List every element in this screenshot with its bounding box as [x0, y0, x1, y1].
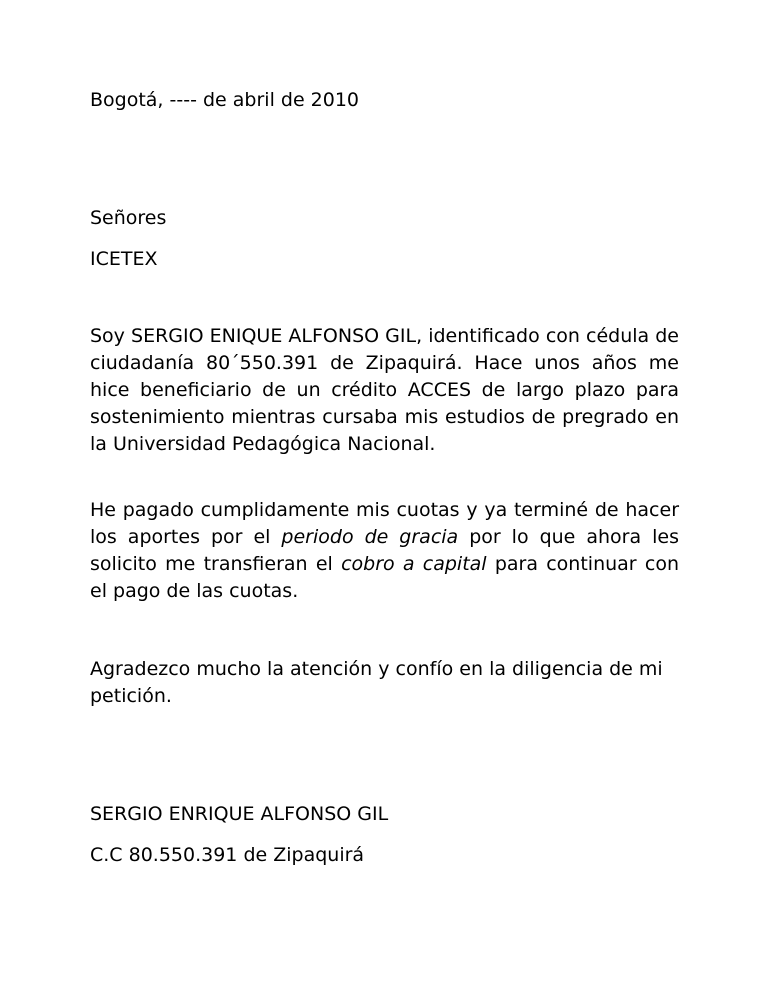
letter-page: [90, 0, 679, 994]
request-text-part3: para continuar con el pago de las cuotas.: [90, 553, 679, 602]
salutation: Señores: [90, 207, 167, 229]
request-text-part1: He pagado cumplidamente mis cuotas y ya terminé de hacer los aportes por el: [90, 499, 679, 548]
paragraph-request: [90, 497, 679, 605]
paragraph-request-text: [90, 497, 679, 605]
paragraph-intro: [90, 323, 679, 458]
recipient: ICETEX: [90, 248, 158, 270]
request-italic-capital: cobro a capital: [341, 553, 487, 575]
paragraph-thanks-text: Agradezco mucho la atención y confío en la diligencia de mi petición.: [90, 658, 663, 707]
date-line: Bogotá, ---- de abril de 2010: [90, 89, 360, 111]
request-italic-grace-period: periodo de gracia: [281, 526, 459, 548]
paragraph-intro-text: Soy SERGIO ENIQUE ALFONSO GIL, identificado con cédula de ciudadanía 80´550.391 de Zipaquirá. Hace unos años me hice beneficiario de un crédito ACCES de largo plazo para sostenimiento mientras cursaba mis estudios de pregrado en la Universidad Pedagógica Nacional.: [90, 325, 679, 455]
paragraph-thanks: [90, 656, 679, 710]
signature-id: C.C 80.550.391 de Zipaquirá: [90, 844, 365, 866]
signature-name: SERGIO ENRIQUE ALFONSO GIL: [90, 803, 389, 825]
request-text-part2: por lo que ahora les solicito me transfieran el: [90, 526, 679, 575]
